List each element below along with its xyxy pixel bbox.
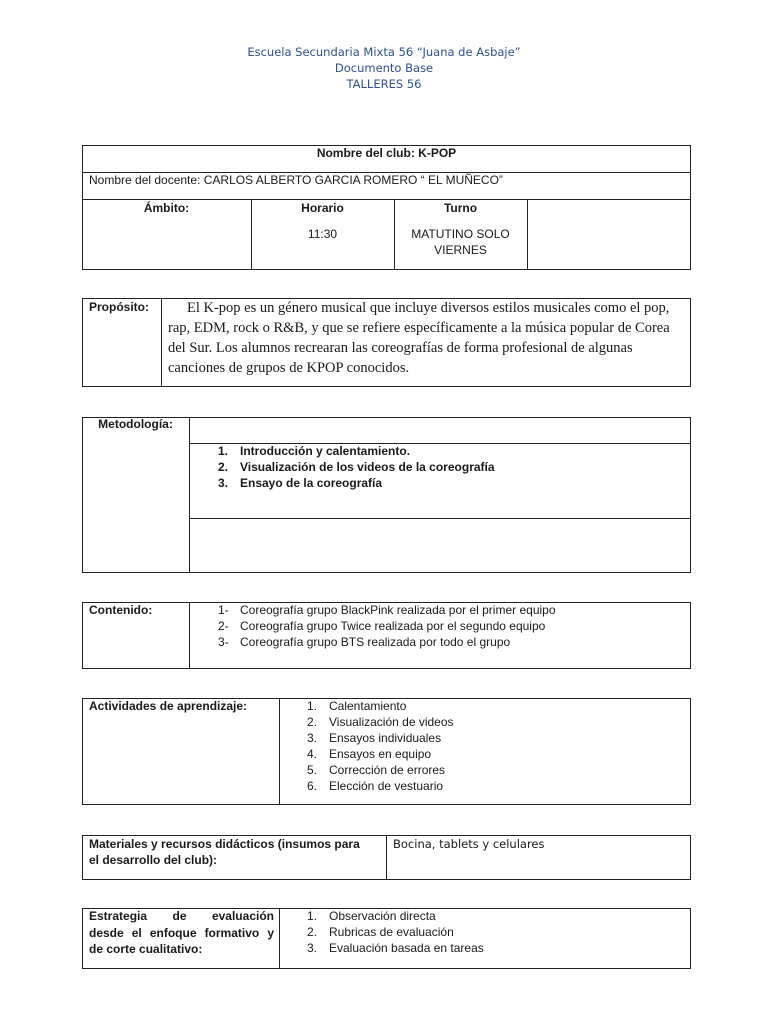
teacher-name: Nombre del docente: CARLOS ALBERTO GARCIA ROMERO “ EL MUÑECO” (89, 173, 503, 187)
turno-value-2: VIERNES (434, 243, 487, 257)
list-item: 6. Elección de vestuario (307, 779, 444, 793)
school-name: Escuela Secundaria Mixta 56 “Juana de Asbaje” (247, 45, 521, 59)
actividades-label: Actividades de aprendizaje: (89, 699, 248, 713)
proposito-label: Propósito: (89, 300, 149, 314)
list-item: 1. Calentamiento (307, 699, 407, 713)
list-item: 2- Coreografía grupo Twice realizada por el segundo equipo (218, 619, 546, 633)
metodologia-label: Metodología: (98, 417, 173, 431)
metodologia-list (218, 443, 495, 491)
list-item: 3. Ensayo de la coreografía (218, 476, 383, 490)
list-item: 1. Introducción y calentamiento. (218, 444, 411, 458)
estrategia-list (307, 908, 484, 956)
ambito-label: Ámbito: (143, 201, 190, 215)
club-name: Nombre del club: K-POP (316, 146, 457, 160)
proposito-text: El K-pop es un género musical que incluye diversos estilos musicales como el pop, rap, EDM, rock o R&B, y que se refiere específicamente a la música popular de Corea del Sur. Los alumnos recrearan las coreografías de forma profesional de algunas canciones de grupos de KPOP conocidos. (168, 300, 670, 376)
document-type: Documento Base (334, 61, 434, 75)
workshop-name: TALLERES 56 (346, 77, 422, 91)
document-header (0, 44, 768, 92)
list-item: 3. Ensayos individuales (307, 731, 442, 745)
list-item: 5. Corrección de errores (307, 763, 446, 777)
materiales-label-2: el desarrollo del club): (89, 853, 218, 867)
turno-value-1: MATUTINO SOLO (411, 227, 510, 241)
estrategia-label: Estrategia de evaluación desde el enfoque formativo y de corte cualitativo: (89, 909, 274, 956)
materiales-value: Bocina, tablets y celulares (393, 837, 545, 851)
turno-label: Turno (443, 201, 478, 215)
contenido-label: Contenido: (89, 603, 153, 617)
list-item: 2. Visualización de los videos de la coreografía (218, 460, 495, 474)
horario-value: 11:30 (307, 227, 338, 241)
list-item: 2. Rubricas de evaluación (307, 925, 454, 939)
list-item: 2. Visualización de videos (307, 715, 454, 729)
materiales-label-1: Materiales y recursos didácticos (insumos para (89, 837, 360, 851)
list-item: 1. Observación directa (307, 909, 436, 923)
list-item: 1- Coreografía grupo BlackPink realizada por el primer equipo (218, 603, 556, 617)
list-item: 4. Ensayos en equipo (307, 747, 432, 761)
list-item: 3. Evaluación basada en tareas (307, 941, 484, 955)
horario-label: Horario (301, 201, 344, 215)
contenido-list (218, 602, 556, 650)
list-item: 3- Coreografía grupo BTS realizada por todo el grupo (218, 635, 511, 649)
actividades-list (307, 698, 454, 794)
metodologia-table (82, 417, 691, 573)
